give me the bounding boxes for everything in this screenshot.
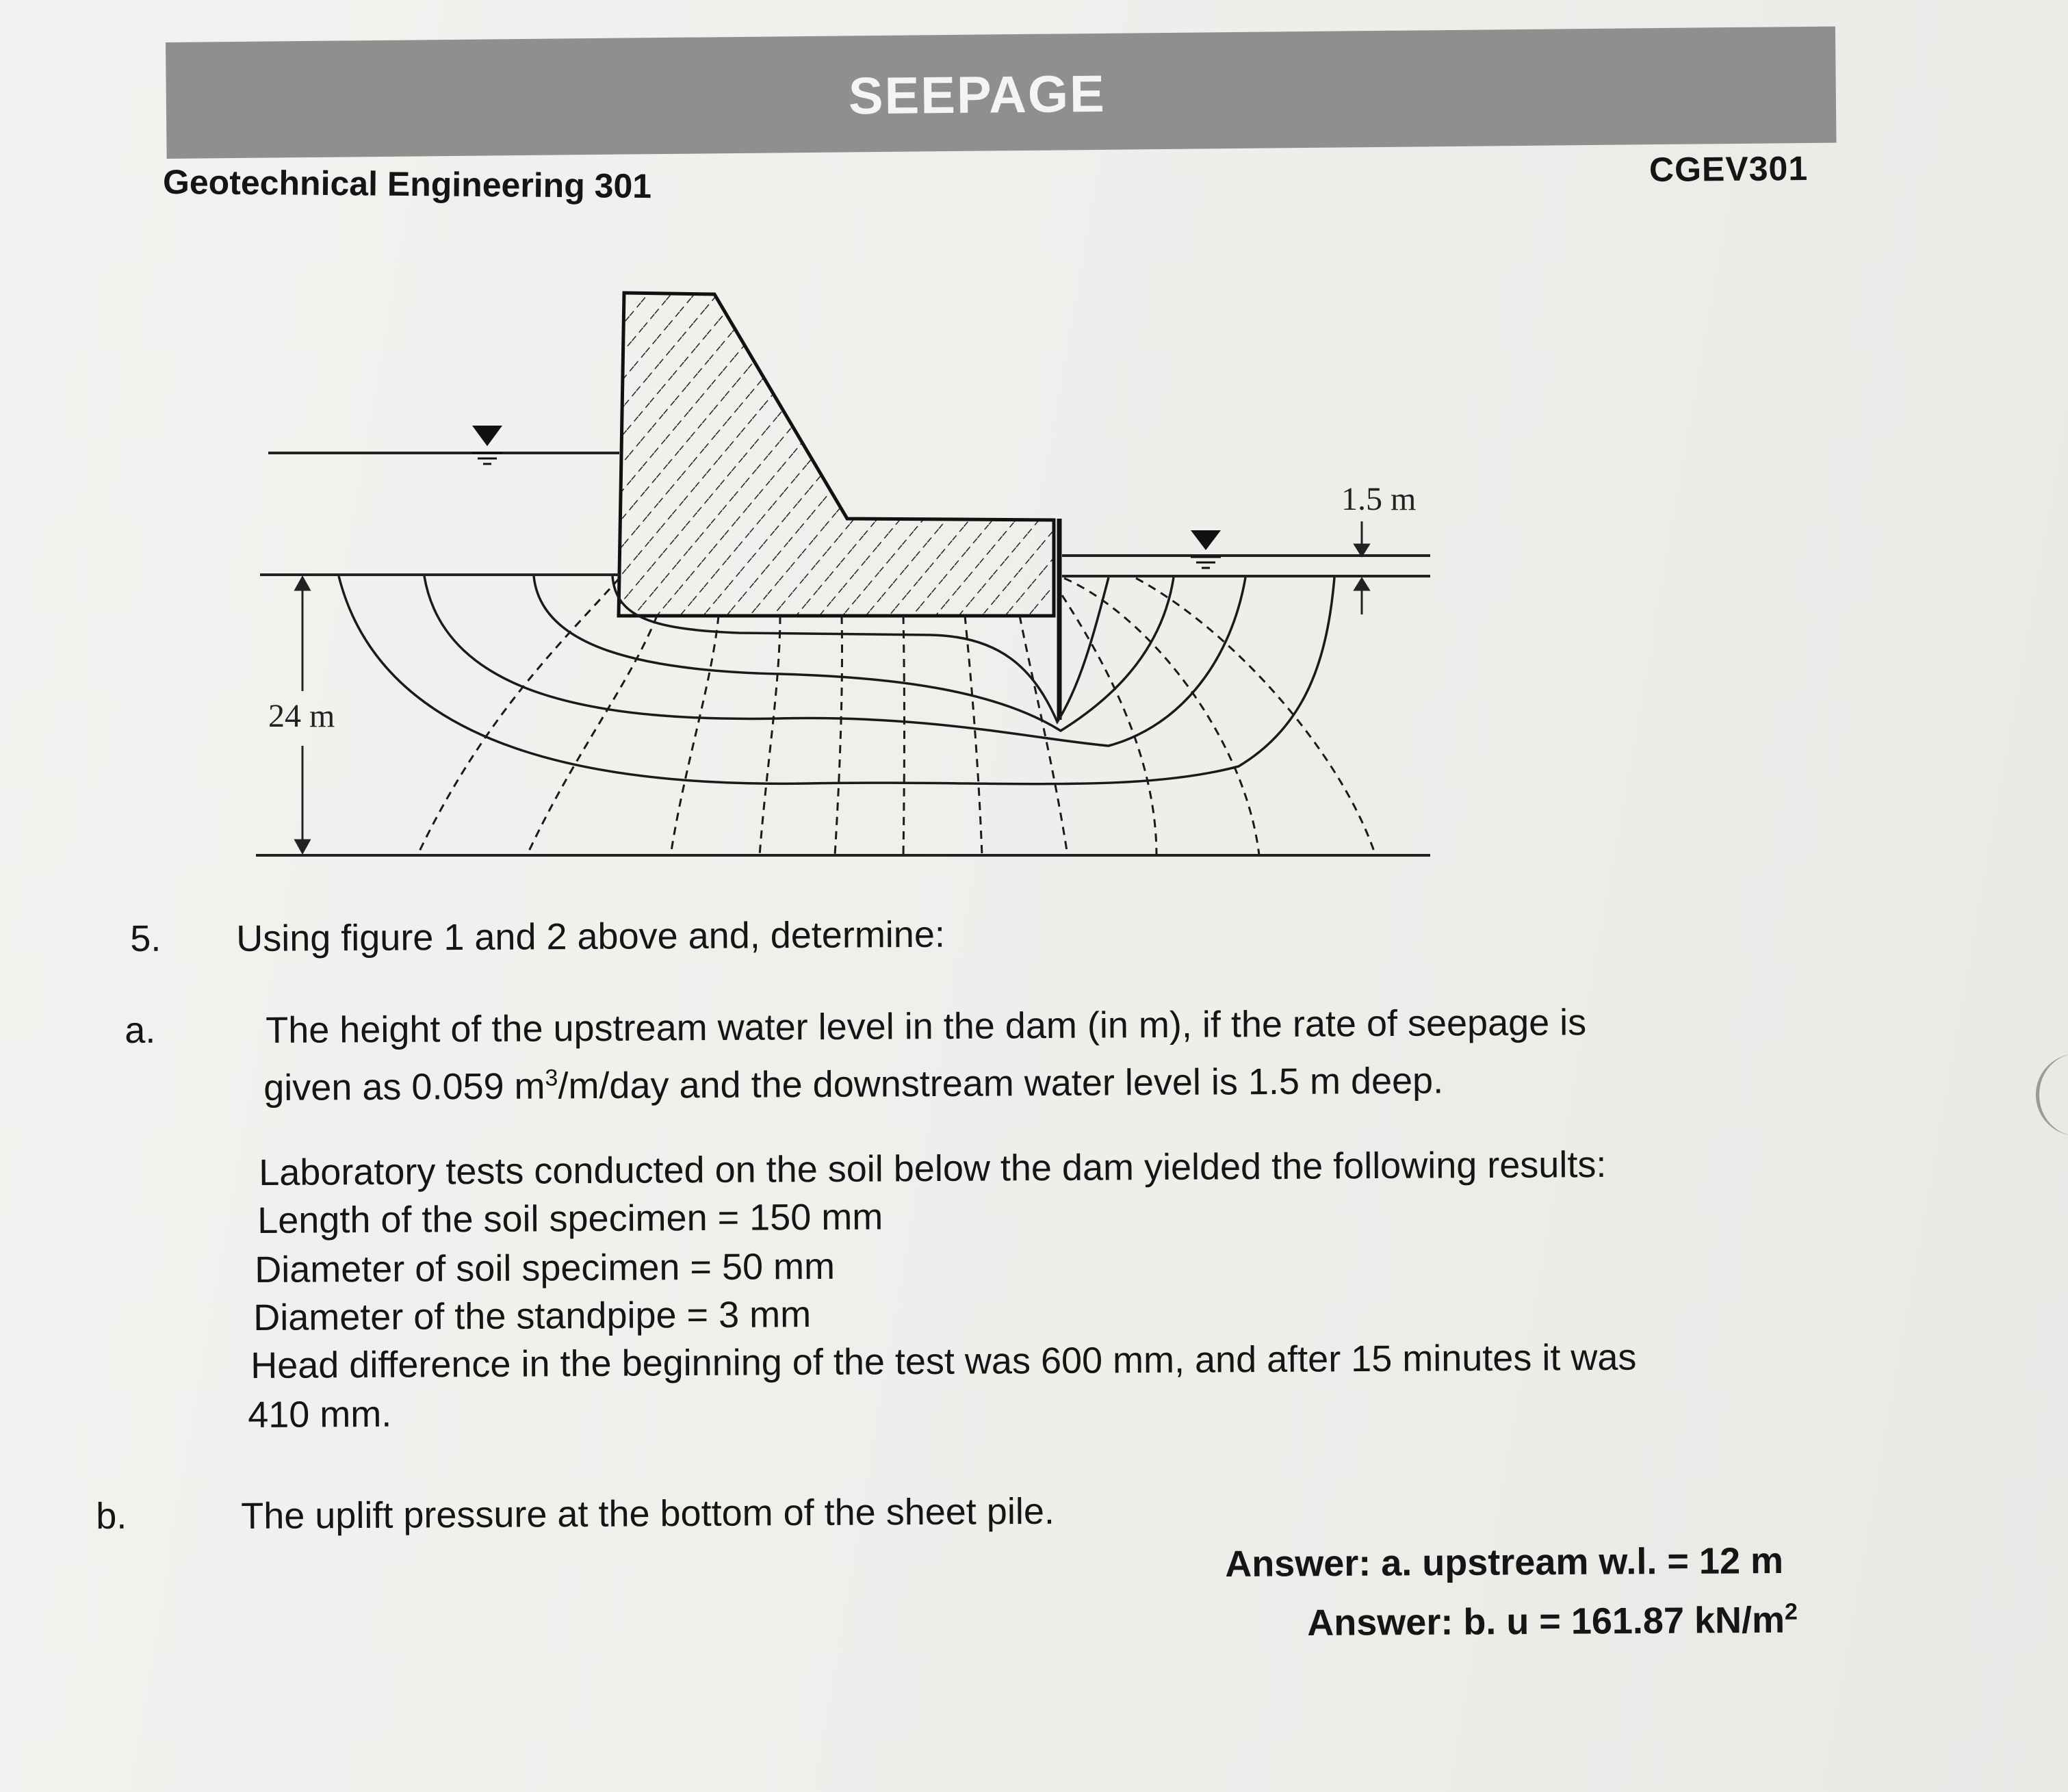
lab-intro: Laboratory tests conducted on the soil below the dam yielded the following results:: [259, 1143, 1607, 1193]
part-a-line-2: [263, 1048, 1443, 1113]
page-edge-curl: [2036, 1054, 2068, 1136]
question-number: 5.: [130, 918, 161, 959]
part-b-label: b.: [96, 1495, 127, 1537]
part-a-label: a.: [125, 1009, 156, 1051]
lab-diameter: Diameter of soil specimen = 50 mm: [255, 1245, 836, 1290]
course-title: Geotechnical Engineering 301: [162, 162, 652, 206]
part-a-line-2-pre: given as 0.059 m: [263, 1065, 545, 1108]
lab-standpipe: Diameter of the standpipe = 3 mm: [253, 1294, 812, 1338]
question-intro: Using figure 1 and 2 above and, determine:: [236, 913, 946, 959]
part-a-line-2-post: /m/day and the downstream water level is 1.5 m deep.: [558, 1060, 1444, 1107]
downstream-depth-label: 1.5 m: [1341, 481, 1417, 517]
upstream-water-symbol-icon: [472, 426, 502, 464]
lab-head-line-1: Head difference in the beginning of the test was 600 mm, and after 15 minutes it was: [250, 1336, 1637, 1386]
flow-net-figure: [246, 274, 1451, 876]
downstream-water-symbol-icon: [1191, 530, 1221, 568]
banner-title: SEEPAGE: [848, 64, 1107, 125]
answer-a: Answer: a. upstream w.l. = 12 m: [1225, 1540, 1784, 1585]
equipotential-lines: [417, 578, 1375, 855]
lab-length: Length of the soil specimen = 150 mm: [257, 1196, 883, 1241]
answer-b: [1307, 1587, 1798, 1648]
dam-body: [619, 293, 1054, 616]
title-banner: [166, 27, 1837, 159]
part-b-text: The uplift pressure at the bottom of the sheet pile.: [241, 1490, 1055, 1537]
part-a-line-2-sup: 3: [545, 1065, 558, 1091]
answer-b-pre: Answer: b. u = 161.87 kN/m: [1307, 1599, 1785, 1644]
lab-head-line-2: 410 mm.: [248, 1393, 392, 1436]
answer-b-sup: 2: [1784, 1598, 1798, 1625]
layer-depth-label: 24 m: [268, 698, 335, 734]
course-code: CGEV301: [1649, 148, 1809, 190]
part-a-line-1: The height of the upstream water level in the dam (in m), if the rate of seepage is: [266, 1002, 1587, 1051]
downstream-depth-arrows-icon: [1355, 521, 1369, 614]
